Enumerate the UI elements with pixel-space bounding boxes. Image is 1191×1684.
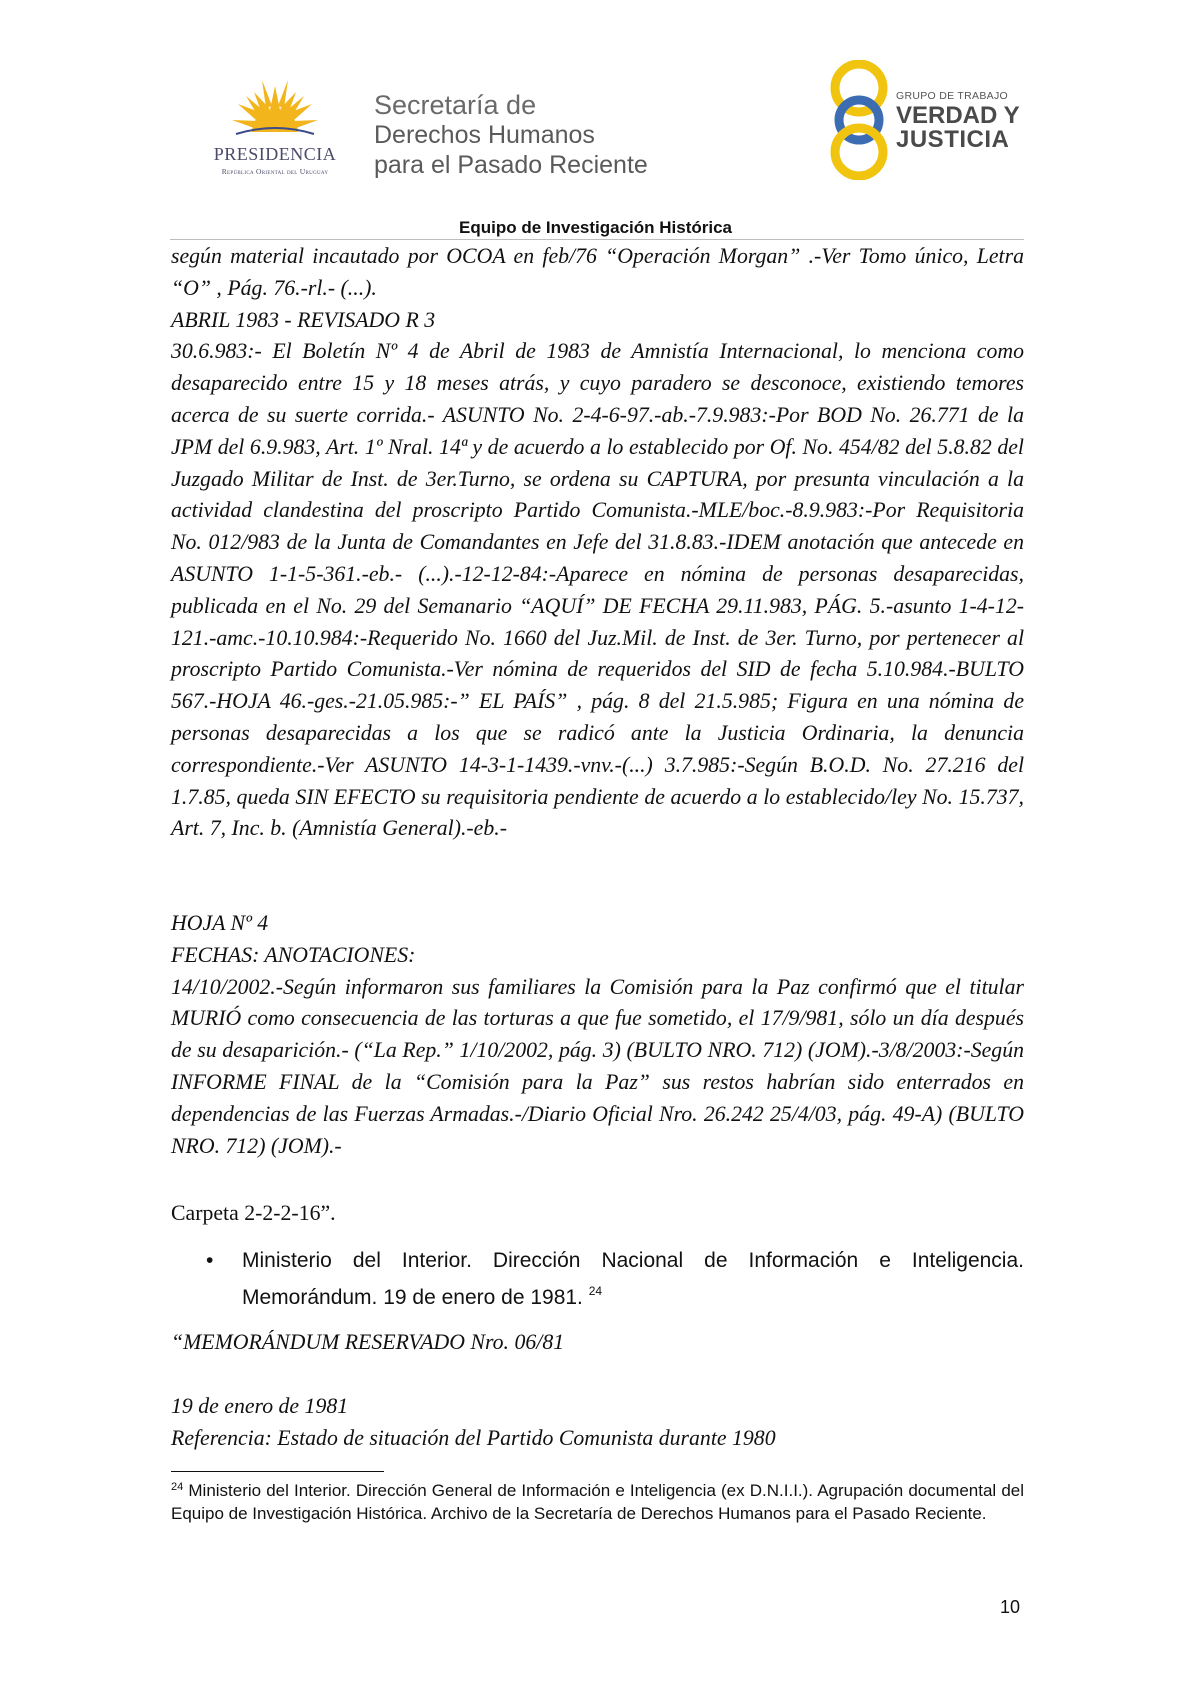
vyj-group-label: GRUPO DE TRABAJO [896, 90, 1008, 102]
secretaria-line2: Derechos Humanos [374, 121, 595, 149]
verdad-justicia-logo [824, 60, 1044, 180]
footnote-ref[interactable]: 24 [588, 1284, 603, 1298]
carpeta-text: Carpeta 2-2-2-16”. [171, 1201, 336, 1225]
sheet-heading: HOJA Nº 4 [171, 911, 269, 935]
secretaria-line3: para el Pasado Reciente [374, 151, 648, 179]
presidencia-name: PRESIDENCIA [213, 144, 337, 164]
bullet-icon: • [206, 1249, 214, 1272]
header-divider [170, 239, 1024, 240]
secretaria-title [374, 90, 648, 180]
vyj-title-line2: JUSTICIA [896, 126, 1010, 153]
header-team-title: Equipo de Investigación Histórica [459, 218, 732, 237]
carpeta-line [171, 1198, 1024, 1230]
record-text: 14/10/2002.-Según informaron sus familiares la Comisión para la Paz confirmó que el titular MURIÓ como consecuencia de las torturas a que fue sometido, el 17/9/981, sólo un día después de su desaparición.- (“La Rep.” 1/10/2002, pág. 3) (BULTO NRO. 712) (JOM).-3/8/2003:-Según INFORME FINAL de la “Comisión para la Paz” sus restos habrían sido enterrados en dependencias de las Fuerzas Armadas.-/Diario Oficial Nro. 26.242 25/4/03, pág. 49-A) (BULTO NRO. 712) (JOM).- [171, 974, 1024, 1158]
linked-rings-icon [824, 60, 894, 180]
memo-reference: Referencia: Estado de situación del Partido Comunista durante 1980 [171, 1425, 776, 1450]
dates-heading: FECHAS: ANOTACIONES: [171, 942, 416, 967]
secretaria-line1: Secretaría de [374, 90, 537, 120]
record-text: 30.6.983:- El Boletín Nº 4 de Abril de 1983 de Amnistía Internacional, lo menciona como desaparecido entre 15 y 18 meses atrás, y cuyo paradero se desconoce, existiendo temores acerca de su suerte corrida.- ASUNTO No. 2-4-6-97.-ab.-7.9.983:-Por BOD No. 26.771 de la JPM del 6.9.983, Art. 1º Nral. 14ª y de acuerdo a lo establecido por Of. No. 454/82 del 5.8.82 del Juzgado Militar de Inst. de 3er.Turno, se ordena su CAPTURA, por presunta vinculación a la actividad clandestina del proscripto Partido Comunista.-MLE/boc.-8.9.983:-Por Requisitoria No. 012/983 de la Junta de Comandantes en Jefe del 31.8.83.-IDEM anotación que antecede en ASUNTO 1-1-5-361.-eb.- (...).-12-12-84:-Aparece en nómina de personas desaparecidas, publicada en el No. 29 del Semanario “AQUÍ” DE FECHA 29.11.983, PÁG. 5.-asunto 1-4-12-121.-amc.-10.10.984:-Requerido No. 1660 del Juz.Mil. de Inst. de 3er. Turno, por pertenecer al proscripto Partido Comunista.-Ver nómina de requeridos del SID de fecha 5.10.984.-BULTO 567.-HOJA 46.-ges.-21.05.985:-” EL PAÍS” , pág. 8 del 21.5.985; Figura en una nómina de personas desaparecidas a los que se radicó ante la Justicia Ordinaria, la denuncia correspondiente.-Ver ASUNTO 14-3-1-1439.-vnv.-(...) 3.7.985:-Según B.O.D. No. 27.216 del 1.7.85, queda SIN EFECTO su requisitoria pendiente de acuerdo a lo establecido/ley No. 15.737, Art. 7, Inc. b. (Amnistía General).-eb.- [171, 339, 1024, 841]
presidencia-subtitle: República Oriental del Uruguay [221, 167, 329, 176]
memo-date: 19 de enero de 1981 [171, 1394, 349, 1418]
footnote [171, 1476, 1024, 1525]
presidencia-logo [196, 78, 354, 186]
record-heading: ABRIL 1983 - REVISADO R 3 [171, 307, 436, 332]
footnote-divider [171, 1471, 384, 1472]
vyj-title-line1: VERDAD Y [896, 102, 1020, 129]
record-paragraph-1 [171, 241, 1024, 845]
memo-header [171, 1391, 1024, 1455]
bullet-text: Ministerio del Interior. Dirección Nacional de Información e Inteligencia. Memorándum. 19 de enero de 1981. [242, 1249, 1024, 1309]
memo-title [171, 1327, 1024, 1359]
sun-emblem-icon [196, 78, 354, 148]
memo-title-text: “MEMORÁNDUM RESERVADO Nro. 06/81 [171, 1330, 565, 1354]
footnote-number: 24 [171, 1481, 184, 1493]
footnote-text: Ministerio del Interior. Dirección General de Información e Inteligencia (ex D.N.I.I.). Agrupación documental del Equipo de Investigación Histórica. Archivo de la Secretaría de Derechos Humanos para el Pasado Reciente. [171, 1481, 1025, 1523]
bullet-text-block [242, 1245, 1024, 1313]
page-number: 10 [1000, 1597, 1021, 1617]
record-paragraph-2 [171, 908, 1024, 1162]
record-text: según material incautado por OCOA en feb/76 “Operación Morgan” .-Ver Tomo único, Letra “O” , Pág. 76.-rl.- (...). [171, 244, 1024, 300]
